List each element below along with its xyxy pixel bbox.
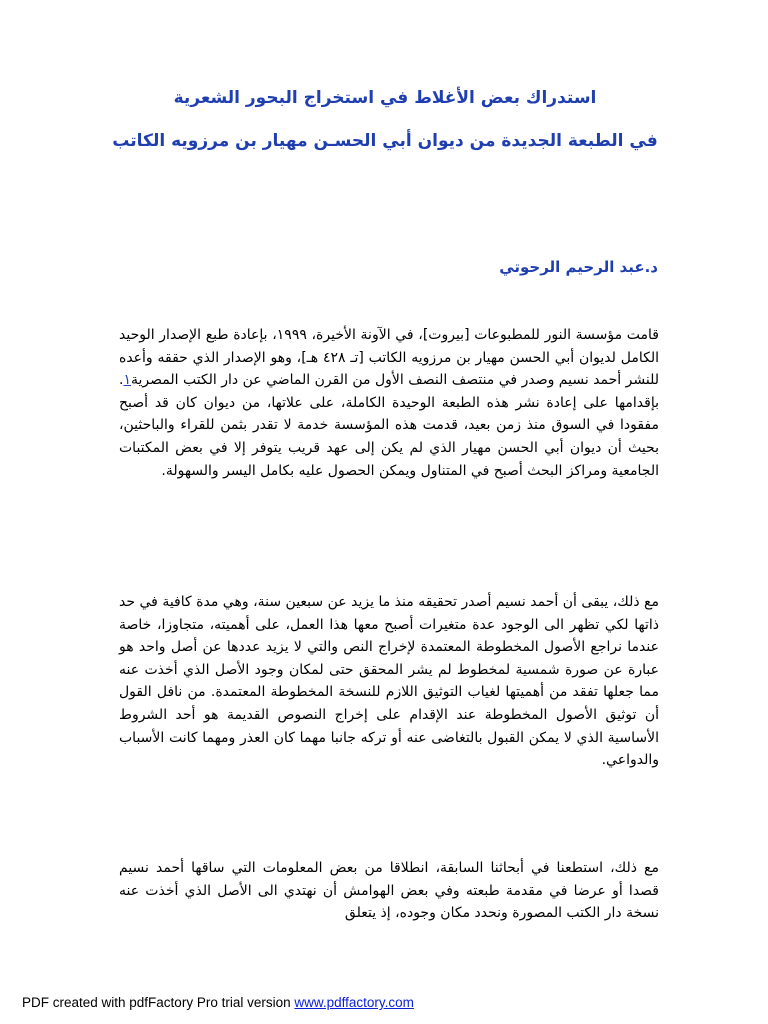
document-title-line-2: في الطبعة الجديدة من ديوان أبي الحسـن مهيار بن مرزويه الكاتب [112,131,658,151]
paragraph-1-text-end: . بإقدامها على إعادة نشر هذه الطبعة الوحيدة الكاملة، على علاتها، من ديوان كان قد أصبح مفقودا في السوق منذ زمن بعيد، قدمت هذه المؤسسة خدمة لا تقدر بثمن للقراء والباحثين، بحيث أن ديوان أبي الحسن مهيار الذي لم يكن إلى عهد قريب يتوفر إلا في بعض المكتبات الجامعية ومراكز البحث أصبح في المتناول ويمكن الحصول عليه بكامل اليسر والسهولة. [119,372,659,479]
footer-text: PDF created with pdfFactory Pro trial version [22,995,295,1010]
pdf-footer [22,995,414,1010]
paragraph-1-text-start: قامت مؤسسة النور للمطبوعات [بيروت]، في الآونة الأخيرة، ١٩٩٩، بإعادة طبع الإصدار الوحيد الكامل لديوان أبي الحسن مهيار بن مرزويه الكاتب [تـ ٤٢٨ هـ]، وهو الإصدار الذي حققه وأعده للنشر أحمد نسيم وصدر في منتصف النصف الأول من القرن الماضي عن دار الكتب المصرية [119,327,659,389]
paragraph-3: مع ذلك، استطعنا في أبحاثنا السابقة، انطلاقا من بعض المعلومات التي ساقها أحمد نسيم قصدا أو عرضا في مقدمة طبعته وفي بعض الهوامش أن نهتدي الى الأصل الذي أخذت عنه نسخة دار الكتب المصورة ونحدد مكان وجوده، إذ يتعلق [119,860,659,922]
paragraph-2: مع ذلك، يبقى أن أحمد نسيم أصدر تحقيقه منذ ما يزيد عن سبعين سنة، وهي مدة كافية في حد ذاتها لكي تظهر الى الوجود عدة متغيرات أصبح معها هذا العمل، على أهميته، متجاوزا، خاصة عندما نراجع الأصول المخطوطة المعتمدة لإخراج النص والتي لا يزيد عددها عن أصل واحد هو عبارة عن صورة شمسية لمخطوط لم يشر المحقق حتى لمكان وجود الأصل الذي أخذت عنه مما جعلها تفقد من أهميتها لغياب التوثيق اللازم للنسخة المخطوطة المعتمدة. من نافل القول أن توثيق الأصول المخطوطة عند الإقدام على إخراج النصوص القديمة هو أحد الشروط الأساسية الذي لا يمكن القبول بالتغاضى عنه أو تركه جانبا مهما كان العذر ومهما كانت الأسباب والدواعي. [119,594,659,769]
document-title-line-1: استدراك بعض الأغلاط في استخراج البحور الشعرية [173,88,597,108]
paragraph-1 [119,324,659,482]
author-name: د.عبد الرحيم الرحوتي [499,258,658,276]
pdffactory-link[interactable]: www.pdffactory.com [294,995,414,1010]
footnote-reference-link[interactable]: ١ [123,372,131,389]
